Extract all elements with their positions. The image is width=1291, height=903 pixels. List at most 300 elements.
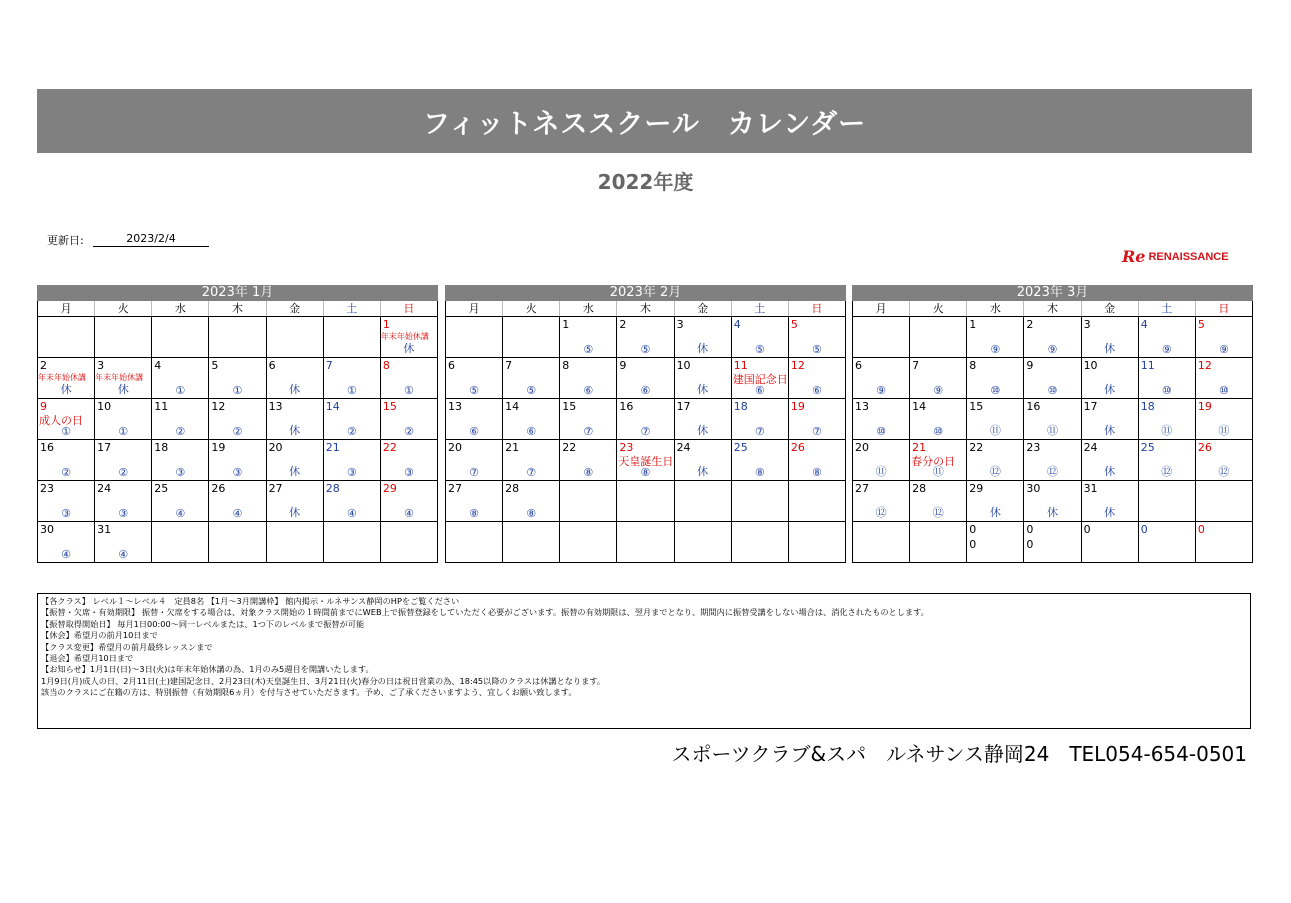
day-cell xyxy=(152,399,209,439)
note-line: 1月9日(月)成人の日、2月11日(土)建国記念日、2月23日(木)天皇誕生日、3月21日(火)春分の日は祝日営業の為、18:45以降のクラスは休講となります。 xyxy=(41,675,606,686)
day-cell xyxy=(38,399,95,439)
week-row xyxy=(853,399,1252,440)
holiday-note: 天皇誕生日 xyxy=(618,455,674,468)
day-cell xyxy=(446,358,503,398)
holiday-note: 建国記念日 xyxy=(732,373,788,386)
day-cell xyxy=(732,317,789,357)
session-mark: ② xyxy=(346,425,357,438)
day-cell xyxy=(1139,481,1196,521)
session-mark: ① xyxy=(403,384,414,397)
day-number: 2 xyxy=(619,318,627,331)
day-cell xyxy=(267,440,324,480)
weekday-label: 月 xyxy=(446,301,503,316)
weekday-header xyxy=(852,301,1253,317)
day-number: 21 xyxy=(325,441,340,454)
day-cell xyxy=(1139,522,1196,562)
day-cell xyxy=(675,399,732,439)
day-cell xyxy=(503,358,560,398)
day-number: 25 xyxy=(733,441,748,454)
day-cell xyxy=(732,481,789,521)
session-mark: ⑥ xyxy=(811,384,822,397)
session-mark: ① xyxy=(232,384,243,397)
day-cell xyxy=(967,399,1024,439)
day-number: 17 xyxy=(1083,400,1098,413)
day-number: 0 xyxy=(1197,523,1205,536)
day-cell xyxy=(209,358,266,398)
session-mark: ⑨ xyxy=(1047,343,1058,356)
session-mark: ③ xyxy=(232,466,243,479)
day-number: 13 xyxy=(448,400,462,413)
day-number: 14 xyxy=(505,400,520,413)
day-number: 9 xyxy=(40,400,47,413)
day-number: 22 xyxy=(969,441,984,454)
day-cell xyxy=(675,440,732,480)
day-cell xyxy=(446,317,503,357)
session-mark: ⑫ xyxy=(989,465,1001,478)
day-cell xyxy=(1024,481,1081,521)
day-cell xyxy=(446,399,503,439)
session-mark: ⑦ xyxy=(754,425,765,438)
day-cell xyxy=(560,317,617,357)
weekday-label: 金 xyxy=(1082,301,1139,316)
day-number: 21 xyxy=(912,441,927,454)
day-number: 0 xyxy=(1083,523,1091,536)
day-number: 17 xyxy=(97,441,112,454)
day-cell xyxy=(617,440,674,480)
day-number: 31 xyxy=(97,523,112,536)
day-cell xyxy=(617,358,674,398)
day-cell xyxy=(381,399,437,439)
day-cell xyxy=(967,522,1024,562)
day-cell xyxy=(853,440,910,480)
session-mark: ⑩ xyxy=(876,425,886,438)
day-number: 22 xyxy=(562,441,577,454)
week-row xyxy=(446,399,845,440)
weekday-label: 水 xyxy=(152,301,209,316)
day-cell xyxy=(1024,399,1081,439)
session-mark: ⑫ xyxy=(1218,465,1230,478)
day-cell xyxy=(1082,440,1139,480)
day-cell xyxy=(1082,399,1139,439)
weekday-header xyxy=(37,301,438,317)
day-cell xyxy=(560,399,617,439)
day-number: 13 xyxy=(268,400,283,413)
day-number: 6 xyxy=(268,359,276,372)
weekday-label: 日 xyxy=(403,302,415,315)
day-number: 7 xyxy=(505,359,513,372)
day-cell xyxy=(617,317,674,357)
session-mark: ⑧ xyxy=(469,507,479,520)
day-cell xyxy=(789,399,845,439)
day-number: 15 xyxy=(562,400,577,413)
day-number: 5 xyxy=(790,318,798,331)
month-grid xyxy=(445,317,846,563)
weekday-label: 金 xyxy=(675,301,732,316)
day-cell xyxy=(1196,399,1252,439)
session-mark: ⑤ xyxy=(640,343,651,356)
day-number: 1 xyxy=(382,318,390,331)
day-number: 13 xyxy=(855,400,869,413)
session-mark: ⑩ xyxy=(990,384,1001,397)
day-number: 12 xyxy=(211,400,226,413)
session-mark: 休 xyxy=(697,342,709,355)
day-number: 18 xyxy=(154,441,169,454)
day-number: 0 xyxy=(1026,523,1034,536)
day-number: 25 xyxy=(1140,441,1155,454)
day-cell xyxy=(38,522,95,562)
session-mark: 休 xyxy=(117,383,129,396)
day-number: 27 xyxy=(268,482,283,495)
note-line: 【振替・欠席・有効期限】 振替・欠席をする場合は、対象クラス開始の１時間前までにWEB上で振替登録をしていただく必要がございます。振替の有効期限は、翌月までとなり、期間内に振替受講をしない場合は、消化されたものとします。 xyxy=(41,607,929,618)
session-mark: ⑫ xyxy=(1161,465,1173,478)
session-mark: ⑦ xyxy=(526,466,537,479)
day-cell xyxy=(446,440,503,480)
day-cell xyxy=(381,317,437,357)
week-row xyxy=(38,358,437,399)
session-mark: ③ xyxy=(175,466,186,479)
day-number: 0 xyxy=(969,523,977,536)
day-cell xyxy=(910,522,967,562)
note-line: 【退会】希望月10日まで xyxy=(41,653,134,664)
notes-box xyxy=(37,593,1251,729)
day-cell xyxy=(209,522,266,562)
session-mark: 休 xyxy=(289,424,301,437)
day-number: 15 xyxy=(969,400,984,413)
day-number: 8 xyxy=(382,359,390,372)
week-row xyxy=(853,440,1252,481)
day-cell xyxy=(560,440,617,480)
day-cell xyxy=(267,522,324,562)
day-number: 18 xyxy=(733,400,748,413)
week-row xyxy=(38,317,437,358)
day-cell xyxy=(381,440,437,480)
session-mark: 休 xyxy=(697,465,709,478)
session-mark: ⑪ xyxy=(1218,424,1230,437)
holiday-note: 年末年始休講 xyxy=(38,373,86,382)
day-cell xyxy=(1196,481,1252,521)
session-mark: ⑨ xyxy=(1161,343,1172,356)
day-cell xyxy=(209,317,266,357)
day-cell xyxy=(732,522,789,562)
day-number: 28 xyxy=(325,482,340,495)
session-mark: ⑫ xyxy=(875,506,887,519)
day-number: 2 xyxy=(1026,318,1034,331)
session-mark: ④ xyxy=(346,507,357,520)
session-mark: 休 xyxy=(403,342,415,355)
extra-value: 0 xyxy=(969,538,977,551)
day-number: 29 xyxy=(382,482,397,495)
session-mark: ① xyxy=(61,425,71,438)
weekday-label: 水 xyxy=(560,301,617,316)
day-number: 3 xyxy=(1083,318,1091,331)
day-number: 28 xyxy=(505,482,520,495)
weekday-label: 日 xyxy=(1218,302,1230,315)
day-cell xyxy=(967,317,1024,357)
day-number: 1 xyxy=(562,318,570,331)
session-mark: ⑤ xyxy=(811,343,822,356)
day-cell xyxy=(1082,358,1139,398)
day-number: 25 xyxy=(154,482,169,495)
day-cell xyxy=(324,358,381,398)
day-cell xyxy=(381,481,437,521)
day-cell xyxy=(675,522,732,562)
day-number: 26 xyxy=(790,441,805,454)
day-cell xyxy=(324,399,381,439)
session-mark: ④ xyxy=(118,548,129,561)
day-cell xyxy=(503,481,560,521)
session-mark: 休 xyxy=(697,424,709,437)
week-row xyxy=(38,440,437,481)
holiday-note: 年末年始休講 xyxy=(380,332,429,341)
updated-label: 更新日: xyxy=(47,234,84,247)
day-number: 15 xyxy=(382,400,397,413)
week-row xyxy=(446,317,845,358)
day-cell xyxy=(1196,358,1252,398)
logo-mark: Re xyxy=(1122,247,1146,266)
day-number: 20 xyxy=(448,441,462,454)
day-cell xyxy=(1196,440,1252,480)
day-cell xyxy=(675,317,732,357)
note-line: 【休会】希望月の前月10日まで xyxy=(41,630,158,641)
day-number: 1 xyxy=(969,318,977,331)
day-cell xyxy=(152,522,209,562)
day-number: 5 xyxy=(1197,318,1205,331)
session-mark: ⑧ xyxy=(811,466,822,479)
day-cell xyxy=(38,358,95,398)
day-number: 19 xyxy=(790,400,805,413)
day-cell xyxy=(732,399,789,439)
day-cell xyxy=(789,522,845,562)
day-number: 16 xyxy=(40,441,54,454)
day-cell xyxy=(267,317,324,357)
day-cell xyxy=(324,317,381,357)
day-number: 3 xyxy=(97,359,105,372)
session-mark: ⑦ xyxy=(811,425,822,438)
session-mark: ② xyxy=(61,466,71,479)
day-number: 11 xyxy=(733,359,748,372)
day-cell xyxy=(152,358,209,398)
day-cell xyxy=(503,440,560,480)
session-mark: ⑤ xyxy=(469,384,479,397)
day-cell xyxy=(853,358,910,398)
session-mark: ② xyxy=(118,466,129,479)
session-mark: ⑨ xyxy=(876,384,886,397)
day-number: 4 xyxy=(1140,318,1148,331)
day-cell xyxy=(617,481,674,521)
day-cell xyxy=(95,358,152,398)
session-mark: ⑪ xyxy=(1161,424,1173,437)
day-cell xyxy=(1139,317,1196,357)
page-title: フィットネススクール カレンダー xyxy=(422,108,867,140)
day-number: 24 xyxy=(97,482,112,495)
week-row xyxy=(853,317,1252,358)
session-mark: ③ xyxy=(61,507,71,520)
day-cell xyxy=(267,481,324,521)
note-line: 【各クラス】 レベル１～レベル４ 定員8名 【1月～3月開講枠】 館内掲示・ルネサンス静岡のHPをご覧ください xyxy=(41,596,460,606)
session-mark: ⑦ xyxy=(469,466,479,479)
day-cell xyxy=(503,317,560,357)
session-mark: ⑤ xyxy=(526,384,537,397)
day-number: 30 xyxy=(1026,482,1041,495)
day-cell xyxy=(910,481,967,521)
day-cell xyxy=(853,522,910,562)
day-number: 11 xyxy=(1140,359,1155,372)
renaissance-logo xyxy=(1122,247,1229,266)
month-grid xyxy=(852,317,1253,563)
session-mark: ① xyxy=(346,384,357,397)
session-mark: ④ xyxy=(232,507,243,520)
day-number: 6 xyxy=(448,359,455,372)
weekday-label: 木 xyxy=(617,301,674,316)
day-cell xyxy=(967,358,1024,398)
day-number: 8 xyxy=(562,359,570,372)
session-mark: 休 xyxy=(1104,342,1116,355)
session-mark: ⑥ xyxy=(469,425,479,438)
month-title: 2023年 1月 xyxy=(37,285,438,301)
session-mark: ⑨ xyxy=(1218,343,1229,356)
day-cell xyxy=(1024,522,1081,562)
day-cell xyxy=(95,317,152,357)
day-number: 24 xyxy=(676,441,691,454)
day-cell xyxy=(209,481,266,521)
session-mark: 休 xyxy=(697,383,709,396)
day-cell xyxy=(910,358,967,398)
day-number: 23 xyxy=(619,441,634,454)
day-number: 10 xyxy=(676,359,691,372)
day-cell xyxy=(267,399,324,439)
session-mark: ⑫ xyxy=(1046,465,1058,478)
day-number: 17 xyxy=(676,400,691,413)
fiscal-year: 2022年度 xyxy=(597,170,694,194)
day-number: 20 xyxy=(268,441,283,454)
week-row xyxy=(38,399,437,440)
day-number: 16 xyxy=(619,400,634,413)
session-mark: ⑤ xyxy=(754,343,765,356)
session-mark: ⑦ xyxy=(640,425,651,438)
day-number: 4 xyxy=(154,359,162,372)
day-number: 24 xyxy=(1083,441,1098,454)
day-number: 5 xyxy=(211,359,219,372)
day-cell xyxy=(789,440,845,480)
extra-value: 0 xyxy=(1026,538,1034,551)
session-mark: ⑥ xyxy=(526,425,537,438)
session-mark: ② xyxy=(403,425,414,438)
day-number: 19 xyxy=(1197,400,1212,413)
session-mark: ④ xyxy=(175,507,186,520)
day-number: 8 xyxy=(969,359,977,372)
day-cell xyxy=(675,481,732,521)
week-row xyxy=(853,522,1252,562)
day-number: 14 xyxy=(912,400,927,413)
day-number: 26 xyxy=(211,482,226,495)
day-cell xyxy=(1139,440,1196,480)
session-mark: ④ xyxy=(403,507,414,520)
day-cell xyxy=(95,399,152,439)
week-row xyxy=(446,481,845,522)
day-cell xyxy=(95,522,152,562)
day-cell xyxy=(152,317,209,357)
day-cell xyxy=(789,358,845,398)
day-cell xyxy=(789,317,845,357)
month-calendar xyxy=(445,285,846,563)
session-mark: ⑤ xyxy=(583,343,594,356)
logo-text: RENAISSANCE xyxy=(1148,250,1229,263)
session-mark: ⑩ xyxy=(1161,384,1172,397)
session-mark: ③ xyxy=(118,507,129,520)
day-number: 29 xyxy=(969,482,984,495)
month-calendar xyxy=(852,285,1253,563)
day-number: 12 xyxy=(1197,359,1212,372)
day-cell xyxy=(1024,358,1081,398)
day-cell xyxy=(853,317,910,357)
session-mark: ⑧ xyxy=(754,466,765,479)
day-cell xyxy=(617,522,674,562)
session-mark: ① xyxy=(118,425,129,438)
day-cell xyxy=(38,440,95,480)
weekday-label: 月 xyxy=(38,301,95,316)
day-cell xyxy=(560,481,617,521)
day-cell xyxy=(967,481,1024,521)
day-number: 16 xyxy=(1026,400,1041,413)
day-cell xyxy=(503,399,560,439)
session-mark: ⑧ xyxy=(583,466,594,479)
day-cell xyxy=(1196,317,1252,357)
session-mark: 休 xyxy=(289,506,301,519)
session-mark: ⑪ xyxy=(875,465,887,478)
day-number: 12 xyxy=(790,359,805,372)
day-cell xyxy=(732,358,789,398)
session-mark: ① xyxy=(175,384,186,397)
week-row xyxy=(38,522,437,562)
month-grid xyxy=(37,317,438,563)
day-number: 31 xyxy=(1083,482,1098,495)
day-number: 19 xyxy=(211,441,226,454)
week-row xyxy=(446,522,845,562)
day-cell xyxy=(910,399,967,439)
day-cell xyxy=(617,399,674,439)
session-mark: ⑩ xyxy=(933,425,944,438)
day-cell xyxy=(1139,358,1196,398)
holiday-note: 春分の日 xyxy=(911,455,956,468)
day-cell xyxy=(675,358,732,398)
session-mark: 休 xyxy=(1104,424,1116,437)
session-mark: ⑩ xyxy=(1218,384,1229,397)
day-number: 10 xyxy=(97,400,112,413)
session-mark: ⑦ xyxy=(583,425,594,438)
day-cell xyxy=(1139,399,1196,439)
note-line: 該当のクラスにご在籍の方は、特別振替（有効期限6ヵ月）を付与させていただきます。予め、ご了承くださいますよう、宜しくお願い致します。 xyxy=(41,687,577,698)
day-number: 2 xyxy=(40,359,47,372)
weekday-label: 火 xyxy=(503,301,560,316)
day-cell xyxy=(1024,317,1081,357)
day-number: 18 xyxy=(1140,400,1155,413)
session-mark: 休 xyxy=(289,383,301,396)
day-cell xyxy=(1196,522,1252,562)
session-mark: 休 xyxy=(1104,506,1116,519)
session-mark: ⑥ xyxy=(640,384,651,397)
holiday-note: 成人の日 xyxy=(39,414,83,427)
updated-value: 2023/2/4 xyxy=(93,232,209,247)
session-mark: ⑫ xyxy=(932,506,944,519)
day-cell xyxy=(446,481,503,521)
day-cell xyxy=(324,522,381,562)
day-number: 9 xyxy=(1026,359,1034,372)
day-number: 28 xyxy=(912,482,927,495)
day-cell xyxy=(152,440,209,480)
weekday-label: 月 xyxy=(853,301,910,316)
weekday-label: 水 xyxy=(967,301,1024,316)
day-number: 6 xyxy=(855,359,862,372)
